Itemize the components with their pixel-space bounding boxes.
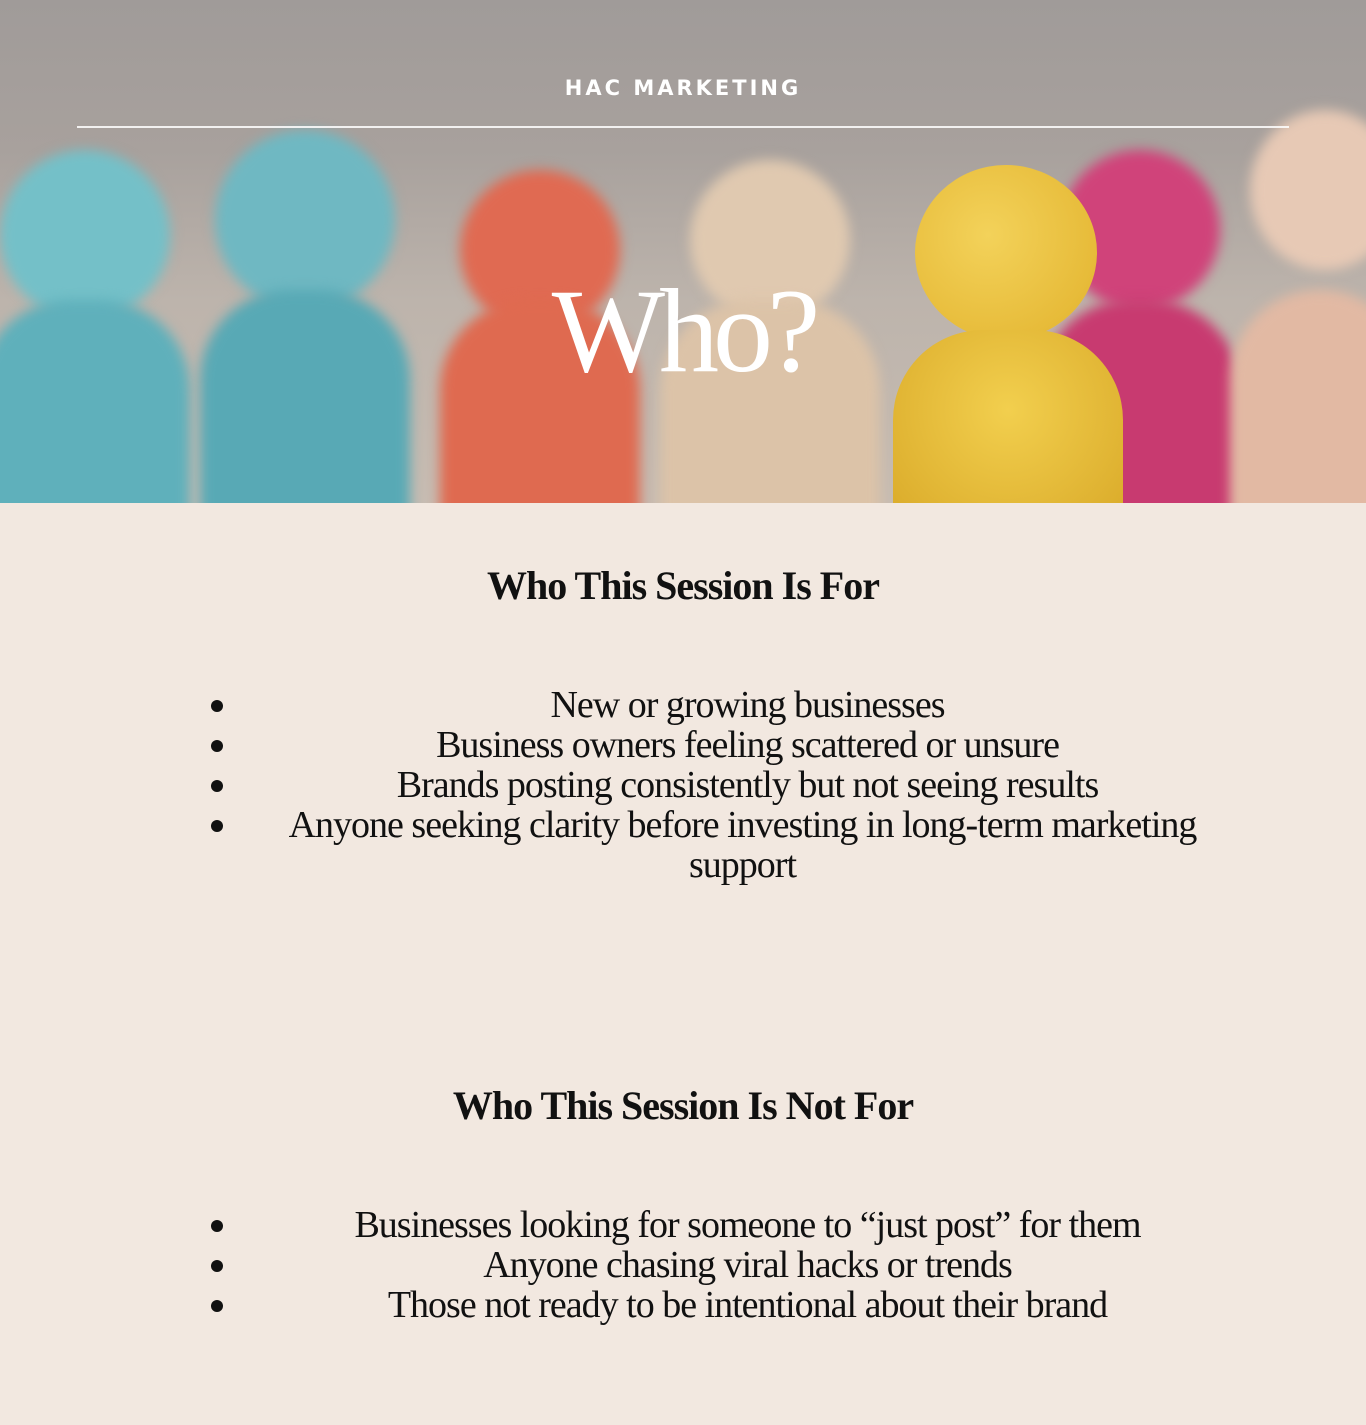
list-item-text: Business owners feeling scattered or unsure (436, 724, 1059, 766)
list-item (200, 805, 1235, 885)
list-item (200, 685, 1235, 725)
list-item (200, 1245, 1235, 1285)
bullet-icon (211, 1220, 223, 1232)
brand-name: HAC MARKETING (564, 76, 802, 100)
bullet-icon (211, 1300, 223, 1312)
list-item (200, 1205, 1235, 1245)
list-for (200, 685, 1235, 885)
bullet-icon (211, 740, 223, 752)
list-item-text: Brands posting consistently but not seeing results (396, 764, 1099, 806)
list-item (200, 1285, 1235, 1325)
list-item (200, 725, 1235, 765)
hero-title: Who? (551, 264, 815, 397)
bullet-icon (211, 780, 223, 792)
list-not-for (200, 1205, 1235, 1325)
bullet-icon (211, 820, 223, 832)
list-item (200, 765, 1235, 805)
bullet-icon (211, 700, 223, 712)
section-heading-not-for: Who This Session Is Not For (452, 1083, 914, 1128)
list-item-text: New or growing businesses (550, 684, 945, 726)
list-item-text: Anyone chasing viral hacks or trends (483, 1244, 1012, 1286)
list-item-text: Anyone seeking clarity before investing in long-term marketing support (288, 804, 1197, 886)
header-divider (77, 126, 1289, 128)
section-heading-for: Who This Session Is For (487, 563, 879, 608)
hero-banner (0, 0, 1366, 503)
bullet-icon (211, 1260, 223, 1272)
list-item-text: Businesses looking for someone to “just post” for them (354, 1204, 1141, 1246)
list-item-text: Those not ready to be intentional about their brand (387, 1284, 1108, 1326)
